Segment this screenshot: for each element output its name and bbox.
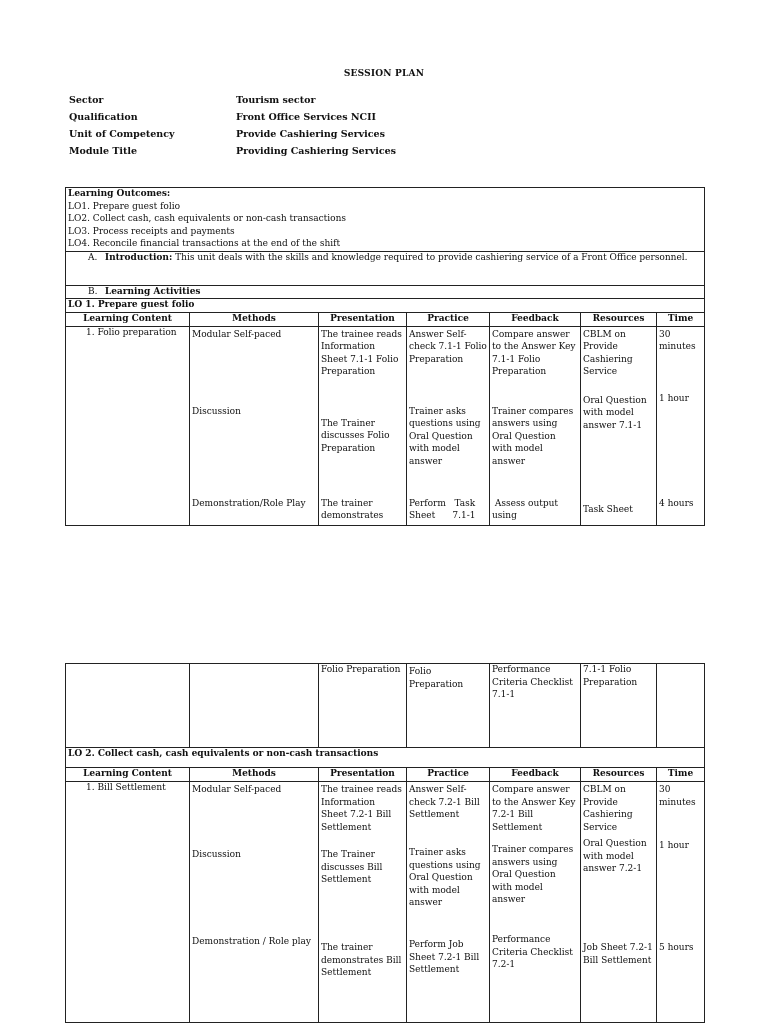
presentation-item: The Trainer discusses Folio Preparation	[321, 418, 390, 454]
cont-presentation: Folio Preparation	[319, 664, 407, 748]
lo1-feedback	[490, 326, 581, 525]
presentation-item: The trainer demonstrates Bill Settlement	[321, 943, 402, 978]
presentation-item: The Trainer discusses Bill Settlement	[321, 850, 383, 885]
resources-item: Task Sheet	[583, 504, 633, 515]
meta-value: Front Office Services NCII	[236, 112, 376, 123]
cont-feedback: Performance Criteria Checklist 7.1-1	[490, 664, 581, 748]
feedback-item: Compare answer to the Answer Key 7.1-1 Folio Preparation	[492, 329, 576, 377]
activities-label: B.	[88, 286, 98, 297]
lo2-title-row	[66, 748, 705, 768]
method-item: Demonstration/Role Play	[192, 498, 306, 509]
introduction-row	[66, 251, 705, 285]
outcome-item: LO4. Reconcile financial transactions at the end of the shift	[68, 239, 341, 249]
header-resources: Resources	[581, 312, 657, 326]
header-practice: Practice	[407, 768, 490, 782]
activities-heading: Learning Activities	[104, 286, 201, 297]
lo2-feedback	[490, 782, 581, 1023]
lo1-resources	[581, 326, 657, 525]
cont-resources: 7.1-1 Folio Preparation	[581, 664, 657, 748]
method-item: Modular Self-paced	[192, 329, 282, 340]
header-methods: Methods	[190, 768, 319, 782]
session-table-page2	[65, 663, 705, 1023]
header-feedback: Feedback	[490, 312, 581, 326]
intro-text: This unit deals with the skills and knowledge required to provide cashiering service of a Front Office personnel.	[175, 252, 688, 263]
lo1-practice	[407, 326, 490, 525]
lo1-content-text: 1. Folio preparation	[86, 327, 177, 338]
presentation-item: The trainee reads Information Sheet 7.2-1 Bill Settlement	[321, 785, 402, 833]
lo2-content-text: 1. Bill Settlement	[86, 783, 166, 793]
meta-value: Tourism sector	[236, 95, 316, 106]
meta-key: Sector	[69, 95, 104, 106]
method-item: Discussion	[192, 850, 241, 860]
feedback-item: Trainer compares answers using Oral Question with model answer	[492, 406, 574, 467]
feedback-item: Performance Criteria Checklist 7.2-1	[492, 935, 573, 970]
header-row	[66, 768, 705, 782]
activities-row	[66, 285, 705, 299]
time-item: 1 hour	[659, 841, 689, 851]
header-time: Time	[657, 768, 705, 782]
lo1-methods	[190, 326, 319, 525]
lo2-practice	[407, 782, 490, 1023]
lo1-title-row	[66, 299, 705, 313]
page-title: SESSION PLAN	[343, 69, 425, 79]
outcomes-heading: Learning Outcomes:	[68, 189, 171, 199]
method-item: Discussion	[192, 406, 241, 417]
lo2-methods	[190, 782, 319, 1023]
cont-methods	[190, 664, 319, 748]
lo2-presentation	[319, 782, 407, 1023]
time-item: 30 minutes	[659, 329, 696, 352]
header-methods: Methods	[190, 312, 319, 326]
cont-practice: Folio Preparation	[407, 664, 490, 748]
intro-label: A.	[88, 252, 98, 263]
practice-item: Perform Job Sheet 7.2-1 Bill Settlement	[409, 940, 480, 975]
header-time: Time	[657, 312, 705, 326]
lo2-body-row	[66, 782, 705, 1023]
outcome-item: LO3. Process receipts and payments	[68, 226, 235, 237]
method-item: Demonstration / Role play	[192, 937, 312, 947]
header-feedback: Feedback	[490, 768, 581, 782]
feedback-item: Trainer compares answers using Oral Question with model answer	[492, 845, 574, 905]
practice-item: Perform Task Sheet 7.1-1	[409, 498, 479, 521]
practice-item: Answer Self-check 7.1-1 Folio Preparation	[409, 329, 487, 365]
header-learning-content: Learning Content	[66, 768, 190, 782]
practice-item: Trainer asks questions using Oral Question with model answer	[409, 848, 481, 908]
practice-item: Trainer asks questions using Oral Question with model answer	[409, 406, 481, 467]
time-item: 4 hours	[659, 498, 694, 509]
time-item: 5 hours	[659, 943, 694, 953]
outcome-item: LO1. Prepare guest folio	[68, 201, 181, 212]
resources-item: CBLM on Provide Cashiering Service	[583, 329, 633, 377]
resources-item: Oral Question with model answer 7.2-1	[583, 839, 647, 874]
lo1-presentation	[319, 326, 407, 525]
header-row	[66, 312, 705, 326]
session-table-page1	[65, 187, 705, 526]
cont-content	[66, 664, 190, 748]
resources-item: CBLM on Provide Cashiering Service	[583, 785, 633, 833]
header-practice: Practice	[407, 312, 490, 326]
lo2-resources	[581, 782, 657, 1023]
header-learning-content: Learning Content	[66, 312, 190, 326]
lo1-body-row	[66, 326, 705, 525]
feedback-item: Assess output using	[492, 498, 561, 521]
feedback-item: Compare answer to the Answer Key 7.2-1 Bill Settlement	[492, 785, 576, 833]
lo1-title: LO 1. Prepare guest folio	[66, 299, 705, 313]
outcome-item: LO2. Collect cash, cash equivalents or non-cash transactions	[68, 214, 346, 224]
meta-value: Provide Cashiering Services	[236, 129, 385, 140]
header-resources: Resources	[581, 768, 657, 782]
learning-outcomes-row	[66, 188, 705, 252]
resources-item: Oral Question with model answer 7.1-1	[583, 395, 647, 431]
meta-key: Qualification	[69, 112, 138, 123]
meta-key: Module Title	[69, 146, 138, 157]
meta-key: Unit of Competency	[69, 129, 175, 140]
practice-item: Answer Self-check 7.2-1 Bill Settlement	[409, 785, 480, 820]
resources-item: Job Sheet 7.2-1 Bill Settlement	[583, 943, 653, 966]
header-presentation: Presentation	[319, 312, 407, 326]
header-presentation: Presentation	[319, 768, 407, 782]
time-item: 1 hour	[659, 393, 689, 404]
meta-value: Providing Cashiering Services	[236, 146, 397, 157]
time-item: 30 minutes	[659, 785, 696, 808]
lo1-time	[657, 326, 705, 525]
intro-heading: Introduction:	[104, 252, 173, 263]
lo2-content	[66, 782, 190, 1023]
lo1-content	[66, 326, 190, 525]
presentation-item: The trainee reads Information Sheet 7.1-1 Folio Preparation	[321, 329, 402, 377]
lo1-continued-row	[66, 664, 705, 748]
lo2-time	[657, 782, 705, 1023]
presentation-item: The trainer demonstrates	[321, 498, 384, 521]
lo2-title: LO 2. Collect cash, cash equivalents or non-cash transactions	[66, 748, 705, 768]
cont-time	[657, 664, 705, 748]
method-item: Modular Self-paced	[192, 785, 282, 795]
